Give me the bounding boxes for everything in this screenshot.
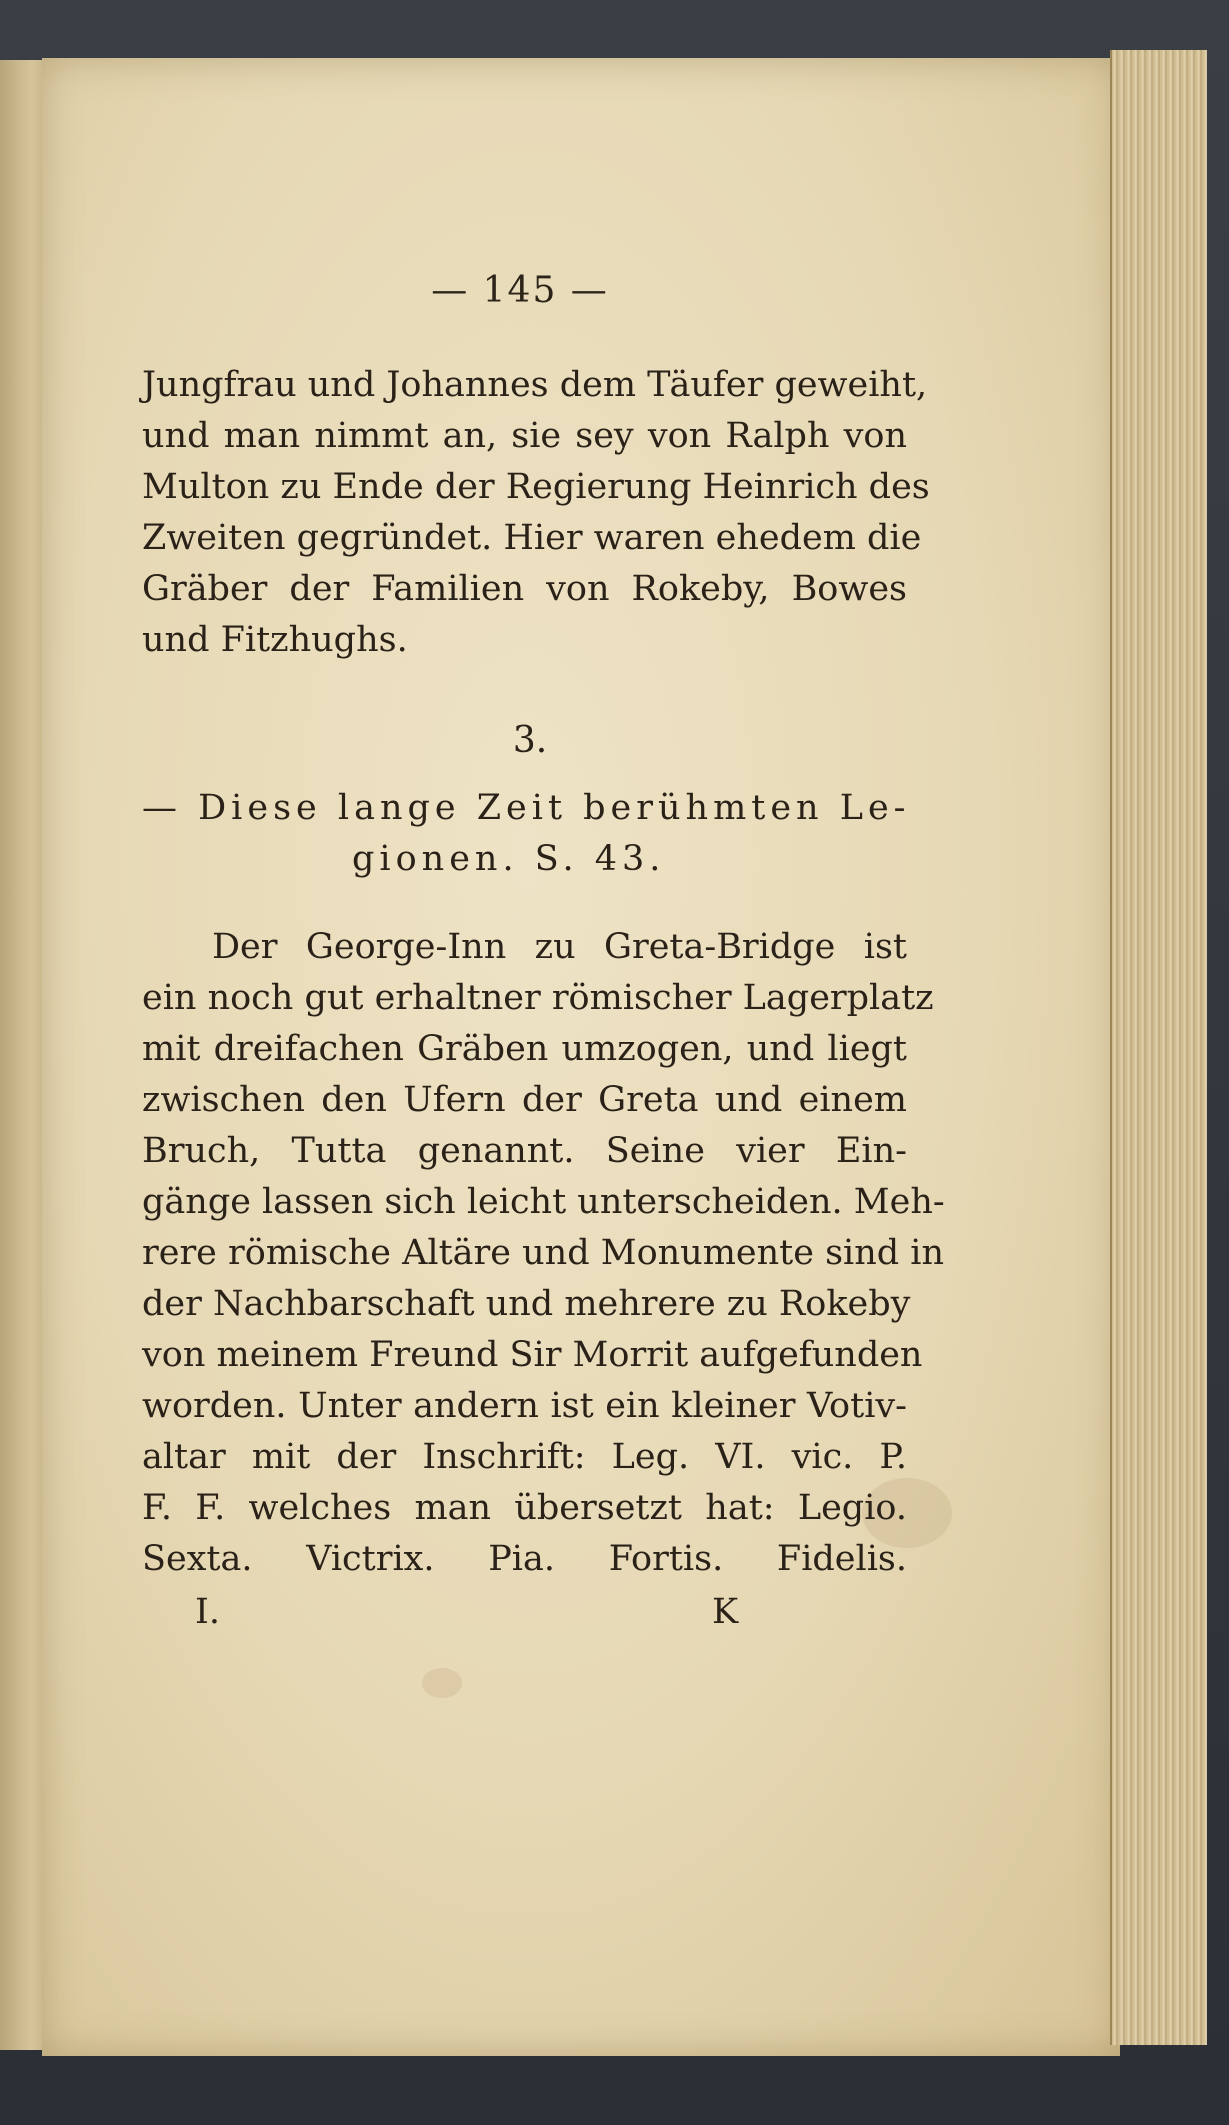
section-number: 3. bbox=[512, 720, 548, 761]
text-line: und man nimmt an, sie sey von Ralph von bbox=[142, 416, 907, 456]
text-line: Gräber der Familien von Rokeby, Bowes bbox=[142, 569, 907, 609]
page-number: — 145 — bbox=[431, 270, 609, 311]
text-line: altar mit der Inschrift: Leg. VI. vic. P. bbox=[142, 1437, 907, 1477]
text-line: Multon zu Ende der Regierung Heinrich des bbox=[142, 467, 930, 507]
text-line: und Fitzhughs. bbox=[142, 620, 408, 660]
text-line: gänge lassen sich leicht unterscheiden. Meh- bbox=[142, 1182, 945, 1222]
text-line: Jungfrau und Johannes dem Täufer geweiht, bbox=[142, 365, 928, 405]
text-line: zwischen den Ufern der Greta und einem bbox=[142, 1080, 907, 1120]
text-line: worden. Unter andern ist ein kleiner Votiv- bbox=[142, 1386, 907, 1426]
text-line: mit dreifachen Gräben umzogen, und liegt bbox=[142, 1029, 907, 1069]
catchword: K bbox=[712, 1592, 739, 1632]
text-line: Sexta. Victrix. Pia. Fortis. Fidelis. bbox=[142, 1539, 907, 1579]
paragraph-1 bbox=[142, 360, 930, 666]
text-line: Bruch, Tutta genannt. Seine vier Ein- bbox=[142, 1131, 907, 1171]
text-line: Der George-Inn zu Greta-Bridge ist bbox=[212, 927, 907, 967]
entry-title-line: — Diese lange Zeit berühmten Le- bbox=[142, 788, 911, 828]
entry-title bbox=[142, 783, 911, 885]
text-line: ein noch gut erhaltner römischer Lagerplatz bbox=[142, 978, 934, 1018]
left-page-edge bbox=[0, 60, 46, 2050]
text-line: der Nachbarschaft und mehrere zu Rokeby bbox=[142, 1284, 911, 1324]
text-line: F. F. welches man übersetzt hat: Legio. bbox=[142, 1488, 907, 1528]
signature-mark: I. bbox=[195, 1592, 220, 1632]
text-line: von meinem Freund Sir Morrit aufgefunden bbox=[142, 1335, 923, 1375]
page-stack-edge bbox=[1110, 50, 1207, 2045]
entry-title-line: gionen. S. 43. bbox=[352, 839, 666, 879]
text-line: Zweiten gegründet. Hier waren ehedem die bbox=[142, 518, 922, 558]
paper-stain bbox=[422, 1668, 462, 1698]
paragraph-2 bbox=[142, 922, 945, 1585]
text-line: rere römische Altäre und Monumente sind in bbox=[142, 1233, 945, 1273]
